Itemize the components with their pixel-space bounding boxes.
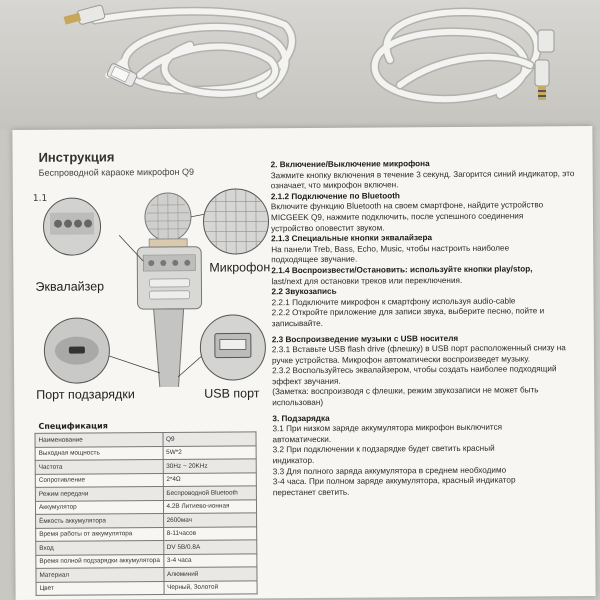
equalizer-closeup <box>43 197 101 255</box>
charging-port-closeup <box>44 317 110 383</box>
text-line: 2.3.1 Вставьте USB flash drive (флешку) в USB порт расположенный снизу на <box>271 343 566 355</box>
text-line: last/next для остановки треков или переключения. <box>271 275 463 286</box>
spec-value: DV 5В/0.8А <box>163 540 257 554</box>
section-heading: 2.3 Воспроизведение музыки с USB носителя <box>271 333 459 344</box>
text-line: записывайте. <box>271 318 323 329</box>
text-line: 3.1 При низком заряде аккумулятора микрофон выключится <box>272 422 503 434</box>
text-line: подходящее звучание. <box>271 254 358 265</box>
spec-value: 2*4Ω <box>163 472 257 486</box>
audio-cable-right <box>330 0 590 130</box>
spec-param: Материал <box>36 567 164 581</box>
text-line: (Заметка: воспроизводя с флешки, режим звукозаписи не может быть <box>272 385 539 397</box>
text-line: автоматически. <box>272 434 332 445</box>
spec-param: Частота <box>35 459 163 473</box>
section-heading: 2.1.4 Воспроизвести/Остановить: используйте кнопки play/stop, <box>271 264 533 276</box>
usb-port-label: USB порт <box>204 386 260 401</box>
section-heading: 3. Подзарядка <box>272 413 330 423</box>
spec-param: Сопротивление <box>35 473 163 487</box>
text-line: 3-4 часа. При полном заряде аккумулятора, красный индикатор <box>272 475 516 487</box>
section-number: 1.1 <box>32 193 48 204</box>
charging-port-label: Порт подзарядки <box>36 387 135 402</box>
text-line: 3.3 Для полного заряда аккумулятора в среднем необходимо <box>272 465 507 476</box>
spec-value: Алюминий <box>163 567 257 581</box>
text-line: На панели Treb, Bass, Echo, Music, чтобы настроить наиболее <box>271 243 510 254</box>
text-line: ручке устройства. Микрофон автоматически воспроизведет музыку. <box>271 354 531 365</box>
text-line: означает, что микрофон включен. <box>270 180 399 191</box>
section-heading: 2.1.2 Подключение по Bluetooth <box>270 191 400 202</box>
text-line: использован) <box>272 397 324 408</box>
text-line: перестанет светить. <box>272 487 350 498</box>
text-line: 2.2.2 Откройте приложение для записи звука, выберите песню, пойте и <box>271 306 545 318</box>
text-line: 2.3.2 Воспользуйтесь эквалайзером, чтобы создать наиболее подходящий <box>272 364 557 376</box>
text-line: Включите функцию Bluetooth на своем смартфоне, найдите устройство <box>270 200 544 212</box>
microphone-label: Микрофон <box>209 260 271 275</box>
section-heading: 2.2 Звукозапись <box>271 286 337 297</box>
spec-value: 30Hz ~ 20KHz <box>163 459 257 473</box>
spec-param: Цвет <box>36 581 164 595</box>
text-line: 2.2.1 Подключите микрофон к смартфону используя audio-cable <box>271 296 516 307</box>
spec-param: Время полной подзарядки аккумулятора <box>36 554 164 568</box>
microphone-grille-closeup <box>203 188 269 254</box>
spec-param: Режим передачи <box>35 486 163 500</box>
section-heading: 2.1.3 Специальные кнопки эквалайзера <box>271 233 433 244</box>
spec-value: 3-4 часа <box>163 553 257 567</box>
text-line: устройство оповестит звуком. <box>271 222 385 233</box>
page-subtitle: Беспроводной караоке микрофон Q9 <box>38 166 194 178</box>
spec-value: Q9 <box>162 432 256 446</box>
text-line: индикатор. <box>272 455 315 466</box>
instruction-sheet <box>12 126 595 600</box>
text-line: MICGEEK Q9, нажмите подключить, после успешного соединения <box>270 211 524 223</box>
spec-value: 8-11часов <box>163 526 257 540</box>
spec-param: Наименование <box>35 432 163 446</box>
usb-port-closeup <box>200 314 266 380</box>
instructions-text <box>271 158 591 499</box>
spec-param: Вход <box>36 540 164 554</box>
spec-param: Ёмкость аккумулятора <box>36 513 164 527</box>
table-row <box>36 580 257 595</box>
spec-value: 5W*2 <box>163 445 257 459</box>
spec-value: 4.2В Литиево-ионная <box>163 499 257 513</box>
text-line: эффект звучания. <box>272 376 341 387</box>
usb-cable-left <box>0 0 300 130</box>
page-title: Инструкция <box>38 149 115 165</box>
spec-param: Аккумулятор <box>35 500 163 514</box>
spec-value: Беспроводной Bluetooth <box>163 486 257 500</box>
text-line: 3.2 При подключении к подзарядке будет светить красный <box>272 444 495 455</box>
spec-value: Черный, Золотой <box>164 580 258 594</box>
spec-title: Спецификация <box>38 421 108 431</box>
section-heading: 2. Включение/Выключение микрофона <box>270 159 430 170</box>
spec-value: 2600мач <box>163 513 257 527</box>
spec-table <box>34 431 257 596</box>
equalizer-label: Эквалайзер <box>35 279 105 294</box>
spec-param: Время работы от аккумулятора <box>36 527 164 541</box>
spec-param: Выходная мощность <box>35 446 163 460</box>
text-line: Зажмите кнопку включения в течение 3 секунд. Загорится синий индикатор, это <box>270 168 575 180</box>
left-column <box>12 128 270 600</box>
